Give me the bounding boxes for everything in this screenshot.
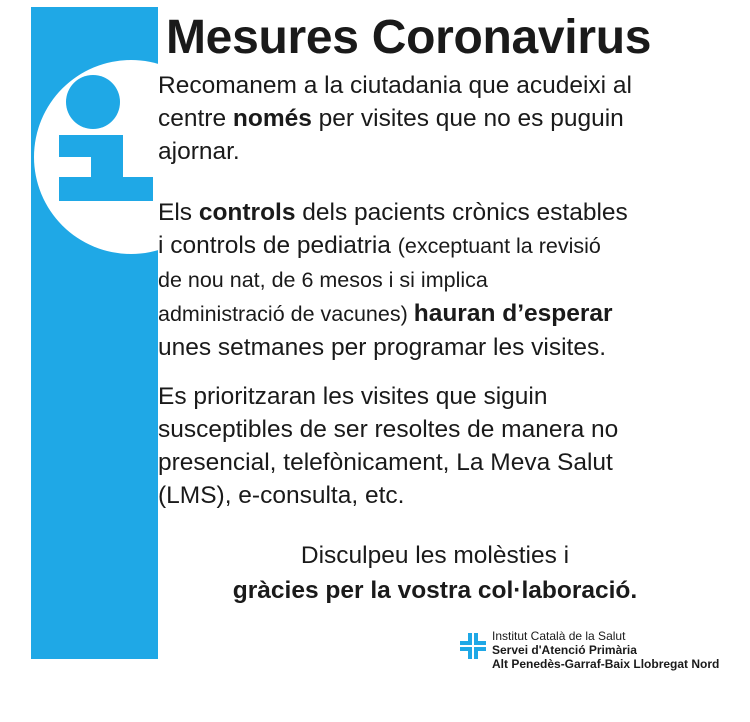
- footer-text: [492, 629, 719, 671]
- paragraph-controls-text: Els: [158, 199, 199, 226]
- closing-message: [160, 538, 710, 608]
- paragraph-visits-emphasis: només: [232, 105, 312, 132]
- paragraph-visits-line1: Recomanem a la ciutadania que acudeixi al: [158, 72, 632, 99]
- paragraph-controls-emphasis: controls: [198, 199, 296, 226]
- paragraph-controls-line5: unes setmanes per programar les visites.: [158, 334, 606, 361]
- info-side-bar: [31, 7, 158, 659]
- paragraph-priority-line3: presencial, telefònicament, La Meva Salut: [158, 449, 613, 476]
- paragraph-visits-text-2: per visites que no es puguin: [311, 105, 624, 132]
- paragraph-priority-line2: susceptibles de ser resoltes de manera no: [158, 416, 619, 443]
- info-icon: [31, 7, 158, 659]
- paragraph-visits-line3: ajornar.: [158, 138, 240, 165]
- paragraph-controls-line2: i controls de pediatria: [158, 232, 398, 259]
- paragraph-controls-emphasis-2: hauran d’esperar: [413, 300, 613, 327]
- footer-service: Servei d'Atenció Primària: [492, 643, 637, 657]
- paragraph-priority: [158, 380, 618, 512]
- closing-line1: Disculpeu les molèsties i: [300, 542, 570, 569]
- paragraph-visits-text: centre: [158, 105, 233, 132]
- ics-cross-logo-icon: [460, 633, 486, 659]
- paragraph-controls-text-2: dels pacients crònics estables: [295, 199, 628, 226]
- footer-institution: Institut Català de la Salut: [492, 629, 626, 643]
- paragraph-controls-note-3: administració de vacunes): [158, 302, 414, 326]
- paragraph-visits: [158, 69, 632, 168]
- footer-logo: [460, 629, 719, 671]
- paragraph-controls: [158, 196, 628, 364]
- paragraph-controls-note: (exceptuant la revisió: [397, 234, 601, 258]
- footer-region: Alt Penedès-Garraf-Baix Llobregat Nord: [492, 657, 720, 671]
- paragraph-priority-line1: Es prioritzaran les visites que siguin: [158, 383, 548, 410]
- closing-line2: gràcies per la vostra col·laboració.: [232, 577, 638, 604]
- paragraph-controls-note-2: de nou nat, de 6 mesos i si implica: [158, 268, 488, 292]
- page-title: Mesures Coronavirus: [166, 11, 652, 64]
- paragraph-priority-line4: (LMS), e-consulta, etc.: [158, 482, 405, 509]
